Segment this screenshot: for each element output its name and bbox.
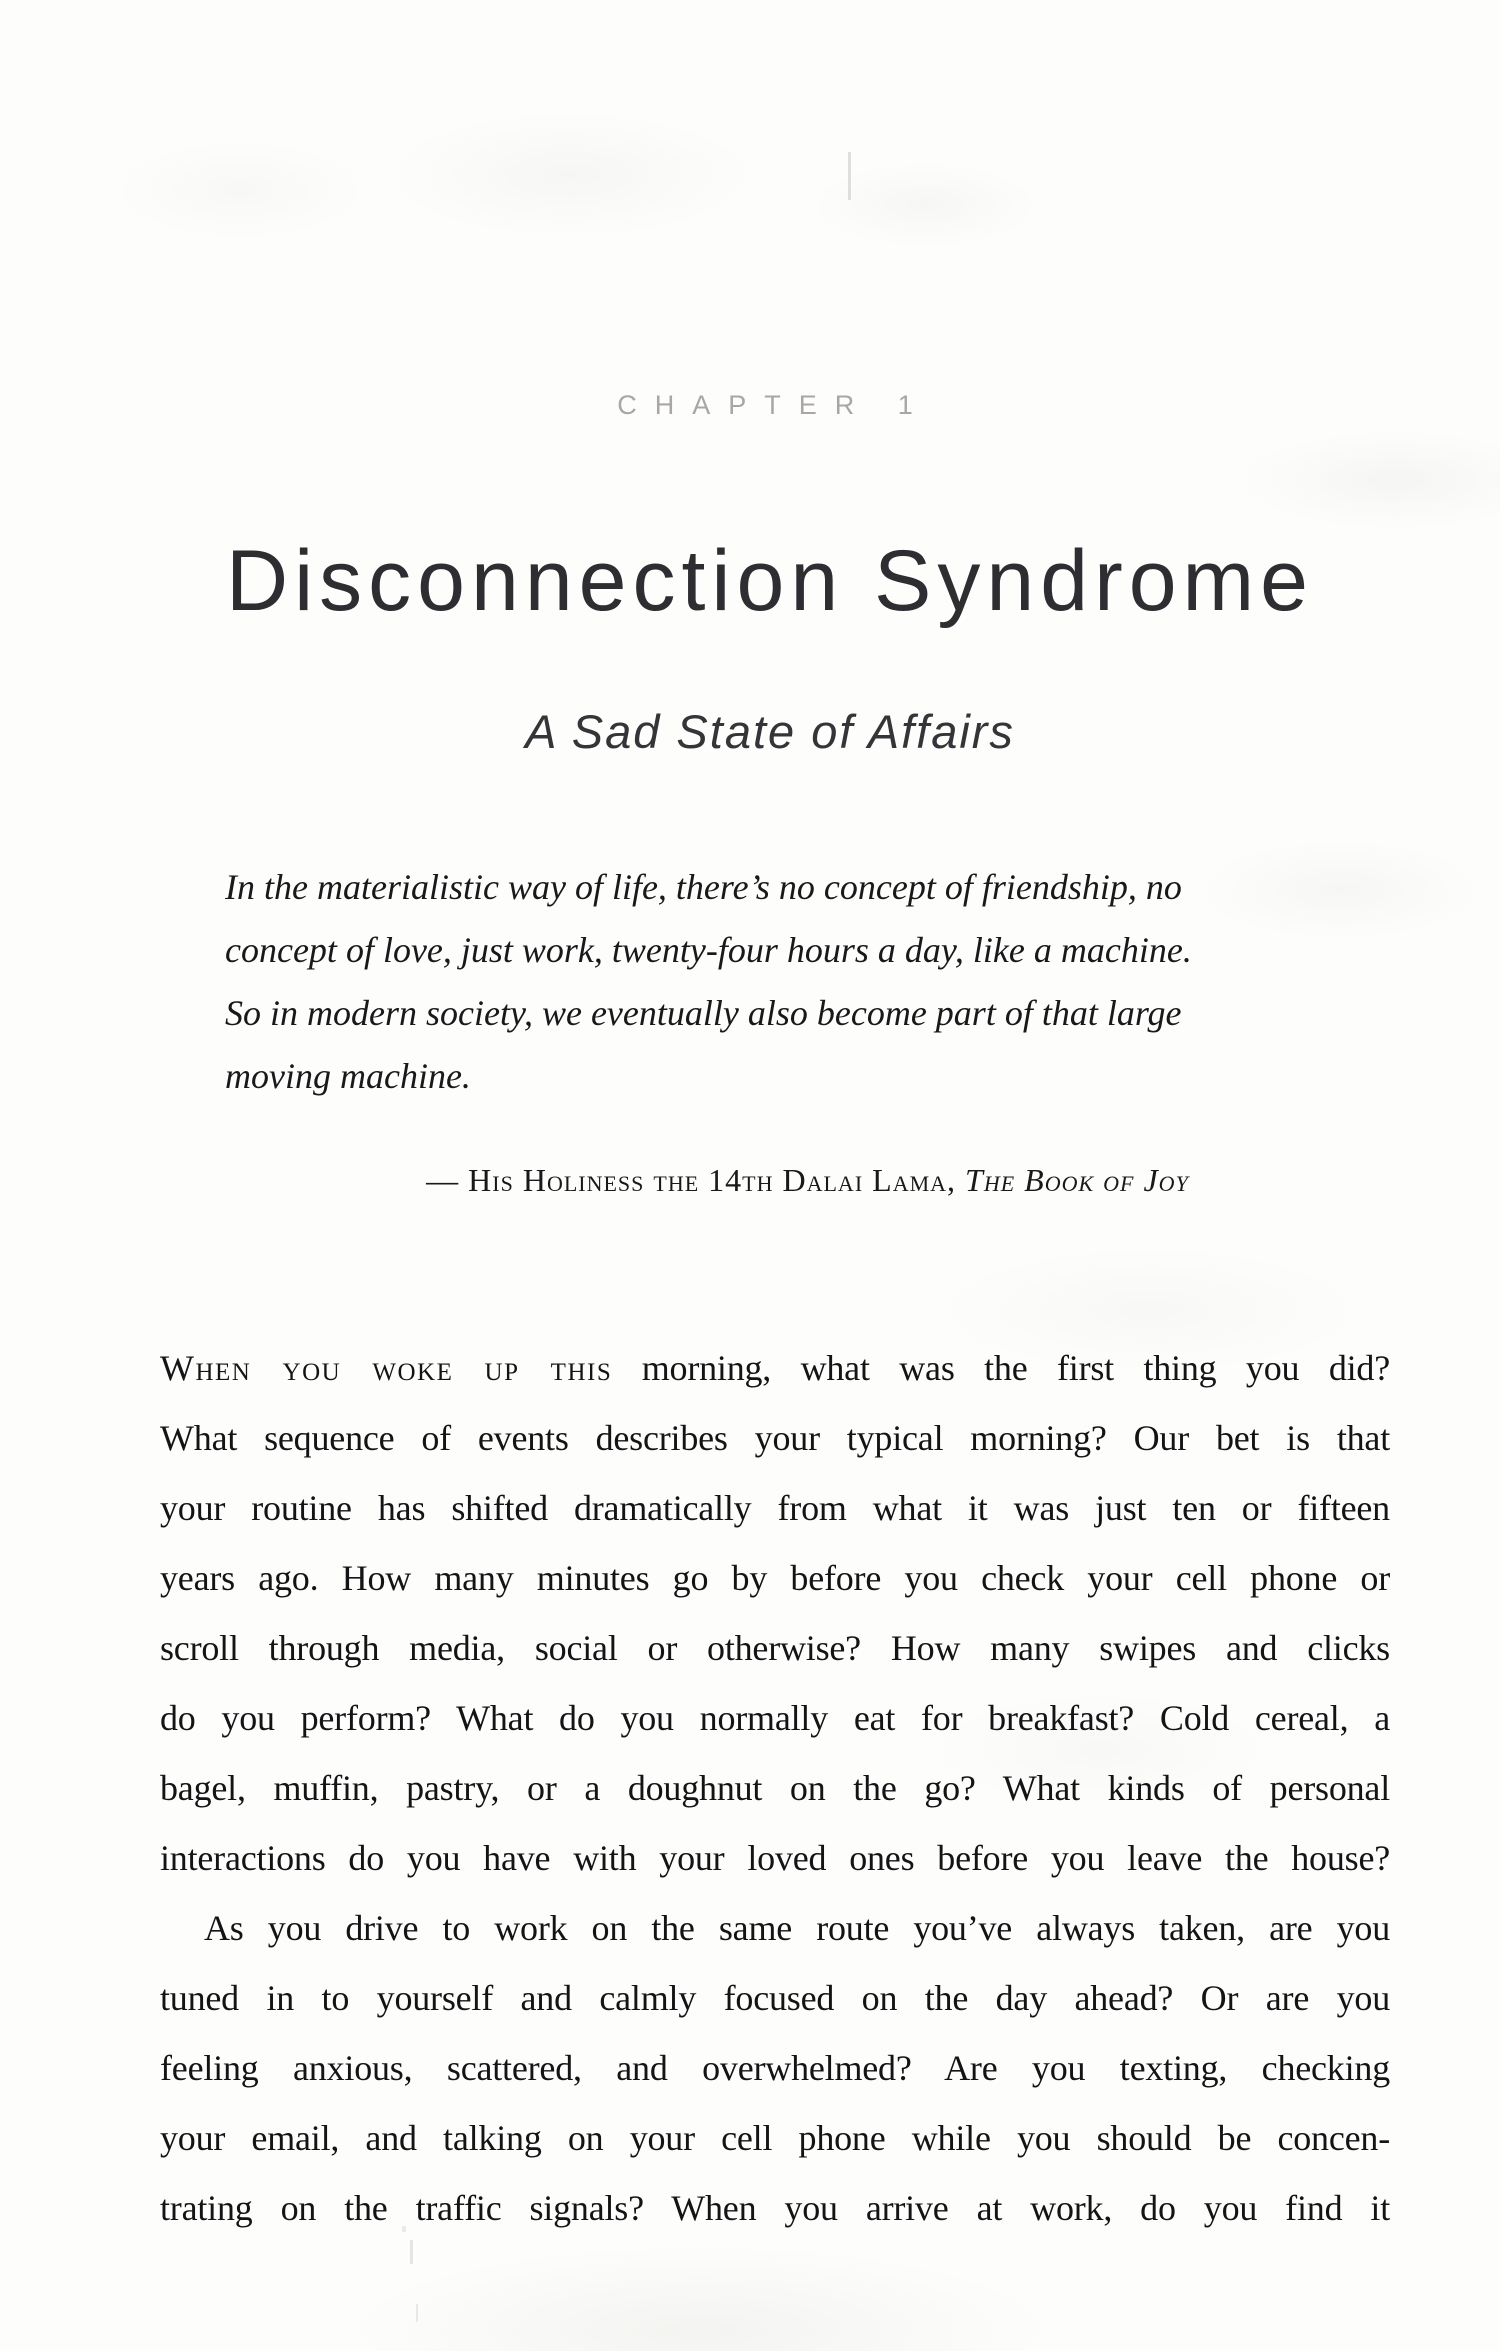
epigraph-attribution (225, 1162, 1390, 1199)
epigraph-line: So in modern society, we eventually also become part of that large (225, 993, 1182, 1033)
epigraph-line: moving machine. (225, 1056, 471, 1096)
body-line: your routine has shifted dramatically from what it was just ten or fifteen (160, 1488, 1390, 1528)
body-line: scroll through media, social or otherwise? How many swipes and clicks (160, 1628, 1390, 1668)
epigraph-line: In the materialistic way of life, there’s no concept of friendship, no (225, 867, 1182, 907)
scan-artifact (416, 2304, 418, 2322)
body-line: years ago. How many minutes go by before you check your cell phone or (160, 1558, 1390, 1598)
scan-artifact (848, 152, 851, 200)
body-line: feeling anxious, scattered, and overwhelmed? Are you texting, checking (160, 2048, 1390, 2088)
epigraph-line: concept of love, just work, twenty-four hours a day, like a machine. (225, 930, 1192, 970)
epigraph-attribution-name: — His Holiness the 14th Dalai Lama, (426, 1162, 966, 1198)
body-line: trating on the traffic signals? When you arrive at work, do you find it (160, 2188, 1390, 2228)
chapter-subtitle: A Sad State of Affairs (525, 705, 1015, 758)
body-line: interactions do you have with your loved ones before you leave the house? (160, 1838, 1390, 1878)
chapter-label: CHAPTER 1 (617, 390, 931, 420)
body-line: As you drive to work on the same route you’ve always taken, are you (204, 1908, 1390, 1948)
scan-artifact (410, 2240, 413, 2264)
chapter-title: Disconnection Syndrome (225, 532, 1315, 629)
epigraph-attribution-work-title: The Book of Joy (965, 1162, 1189, 1198)
body-line: do you perform? What do you normally eat for breakfast? Cold cereal, a (160, 1698, 1390, 1738)
body-line (160, 1333, 1390, 1403)
paragraph-lead-smallcaps: When you woke up this (160, 1348, 613, 1388)
body-line: bagel, muffin, pastry, or a doughnut on the go? What kinds of personal (160, 1768, 1390, 1808)
body-line: What sequence of events describes your typical morning? Our bet is that (160, 1418, 1390, 1458)
body-text (160, 1333, 1390, 2243)
epigraph-quote (225, 856, 1345, 1108)
body-line: your email, and talking on your cell phone while you should be concen- (160, 2118, 1390, 2158)
body-line: tuned in to yourself and calmly focused on the day ahead? Or are you (160, 1978, 1390, 2018)
body-line-text: morning, what was the first thing you did? (612, 1348, 1390, 1388)
